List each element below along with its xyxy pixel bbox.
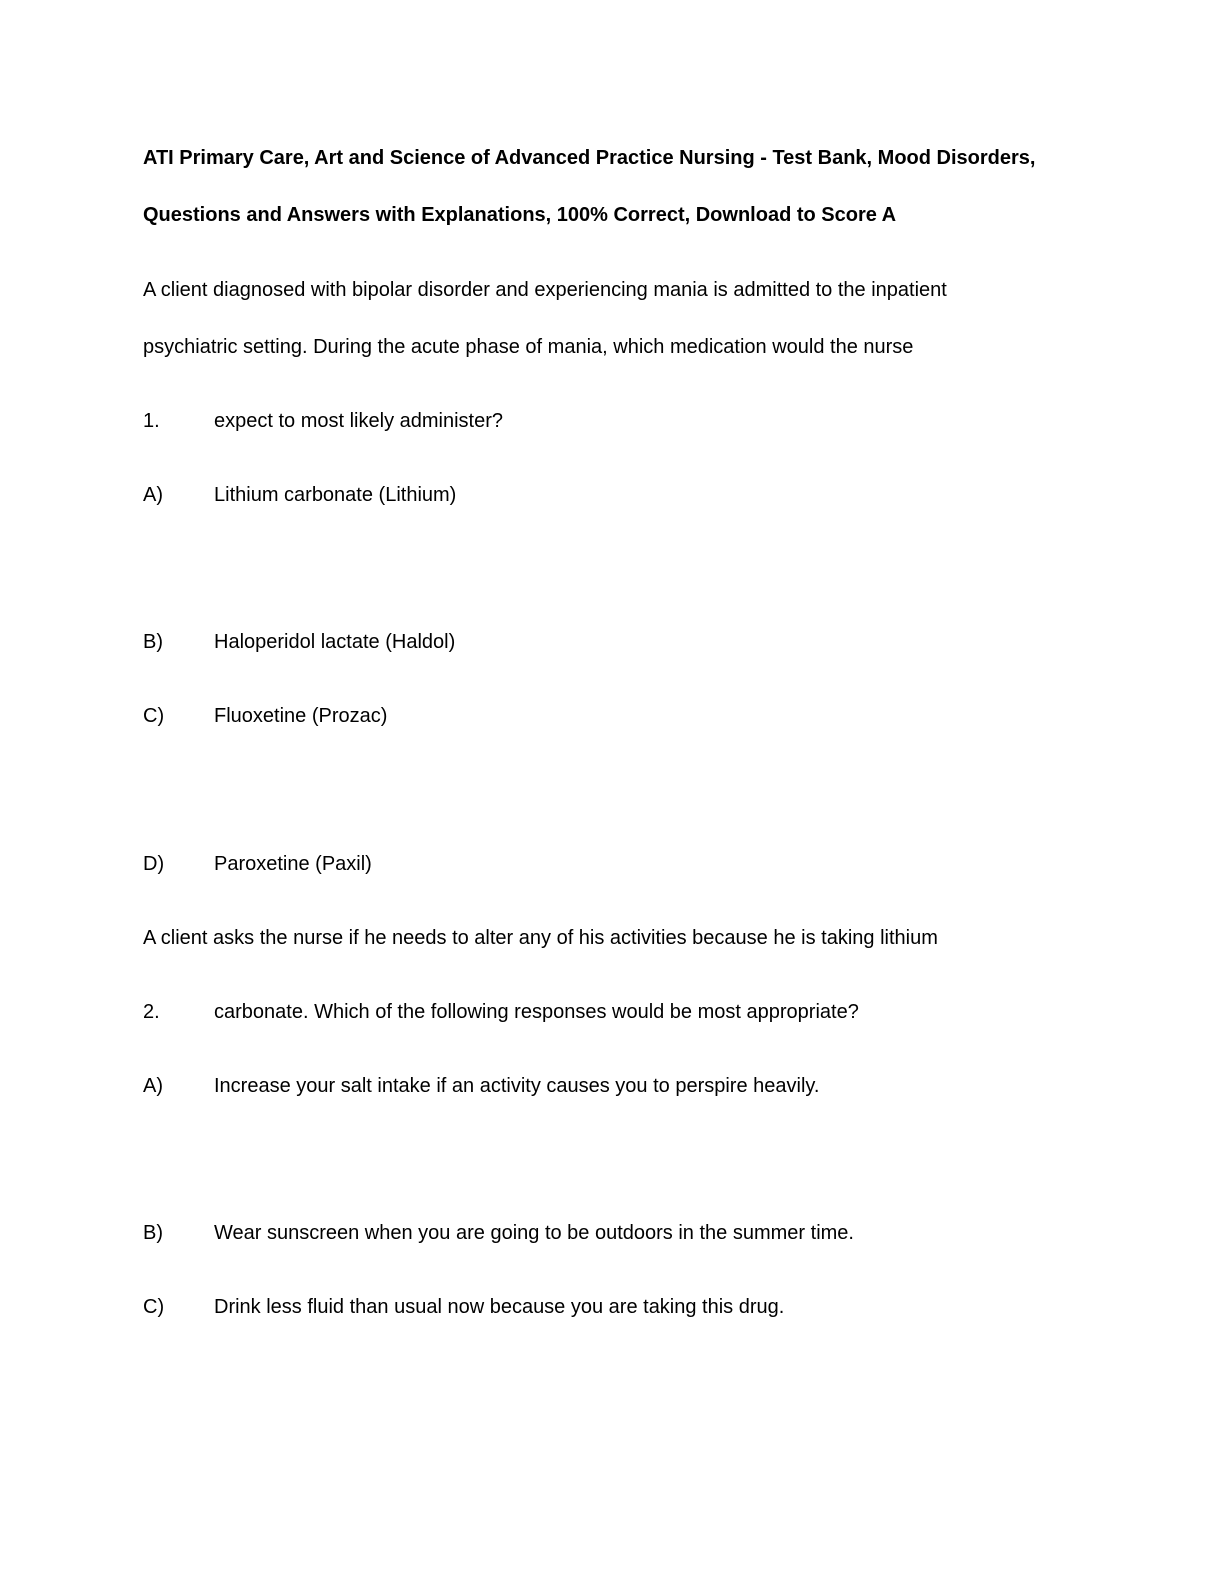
document-title-line-2: Questions and Answers with Explanations, 100% Correct, Download to Score A: [143, 204, 897, 226]
question-1-option-a-text: Lithium carbonate (Lithium): [214, 484, 457, 506]
question-2-option-c-letter: C): [143, 1296, 165, 1318]
question-2-stem-line-1: A client asks the nurse if he needs to alter any of his activities because he is taking lithium: [143, 927, 938, 949]
question-1-option-d-letter: D): [143, 853, 165, 875]
question-2-stem-line-2: carbonate. Which of the following responses would be most appropriate?: [214, 1001, 859, 1023]
document-title-line-1: ATI Primary Care, Art and Science of Advanced Practice Nursing - Test Bank, Mood Disorders,: [143, 147, 1036, 169]
question-1-stem-line-1: A client diagnosed with bipolar disorder and experiencing mania is admitted to the inpatient: [143, 279, 947, 301]
question-2-number: 2.: [143, 1001, 160, 1023]
question-2-option-c-text: Drink less fluid than usual now because you are taking this drug.: [214, 1296, 785, 1318]
question-1-option-a-letter: A): [143, 484, 163, 506]
question-1-option-c-text: Fluoxetine (Prozac): [214, 705, 388, 727]
question-1-number: 1.: [143, 410, 160, 432]
question-1-stem-line-3: expect to most likely administer?: [214, 410, 504, 432]
question-1-stem-line-2: psychiatric setting. During the acute phase of mania, which medication would the nurse: [143, 336, 914, 358]
question-1-option-b-letter: B): [143, 631, 163, 653]
question-1-option-d-text: Paroxetine (Paxil): [214, 853, 372, 875]
question-2-option-b-text: Wear sunscreen when you are going to be outdoors in the summer time.: [214, 1222, 854, 1244]
question-2-option-a-letter: A): [143, 1075, 163, 1097]
question-1-option-b-text: Haloperidol lactate (Haldol): [214, 631, 456, 653]
question-2-option-a-text: Increase your salt intake if an activity causes you to perspire heavily.: [214, 1075, 820, 1097]
question-2-option-b-letter: B): [143, 1222, 163, 1244]
question-1-option-c-letter: C): [143, 705, 165, 727]
